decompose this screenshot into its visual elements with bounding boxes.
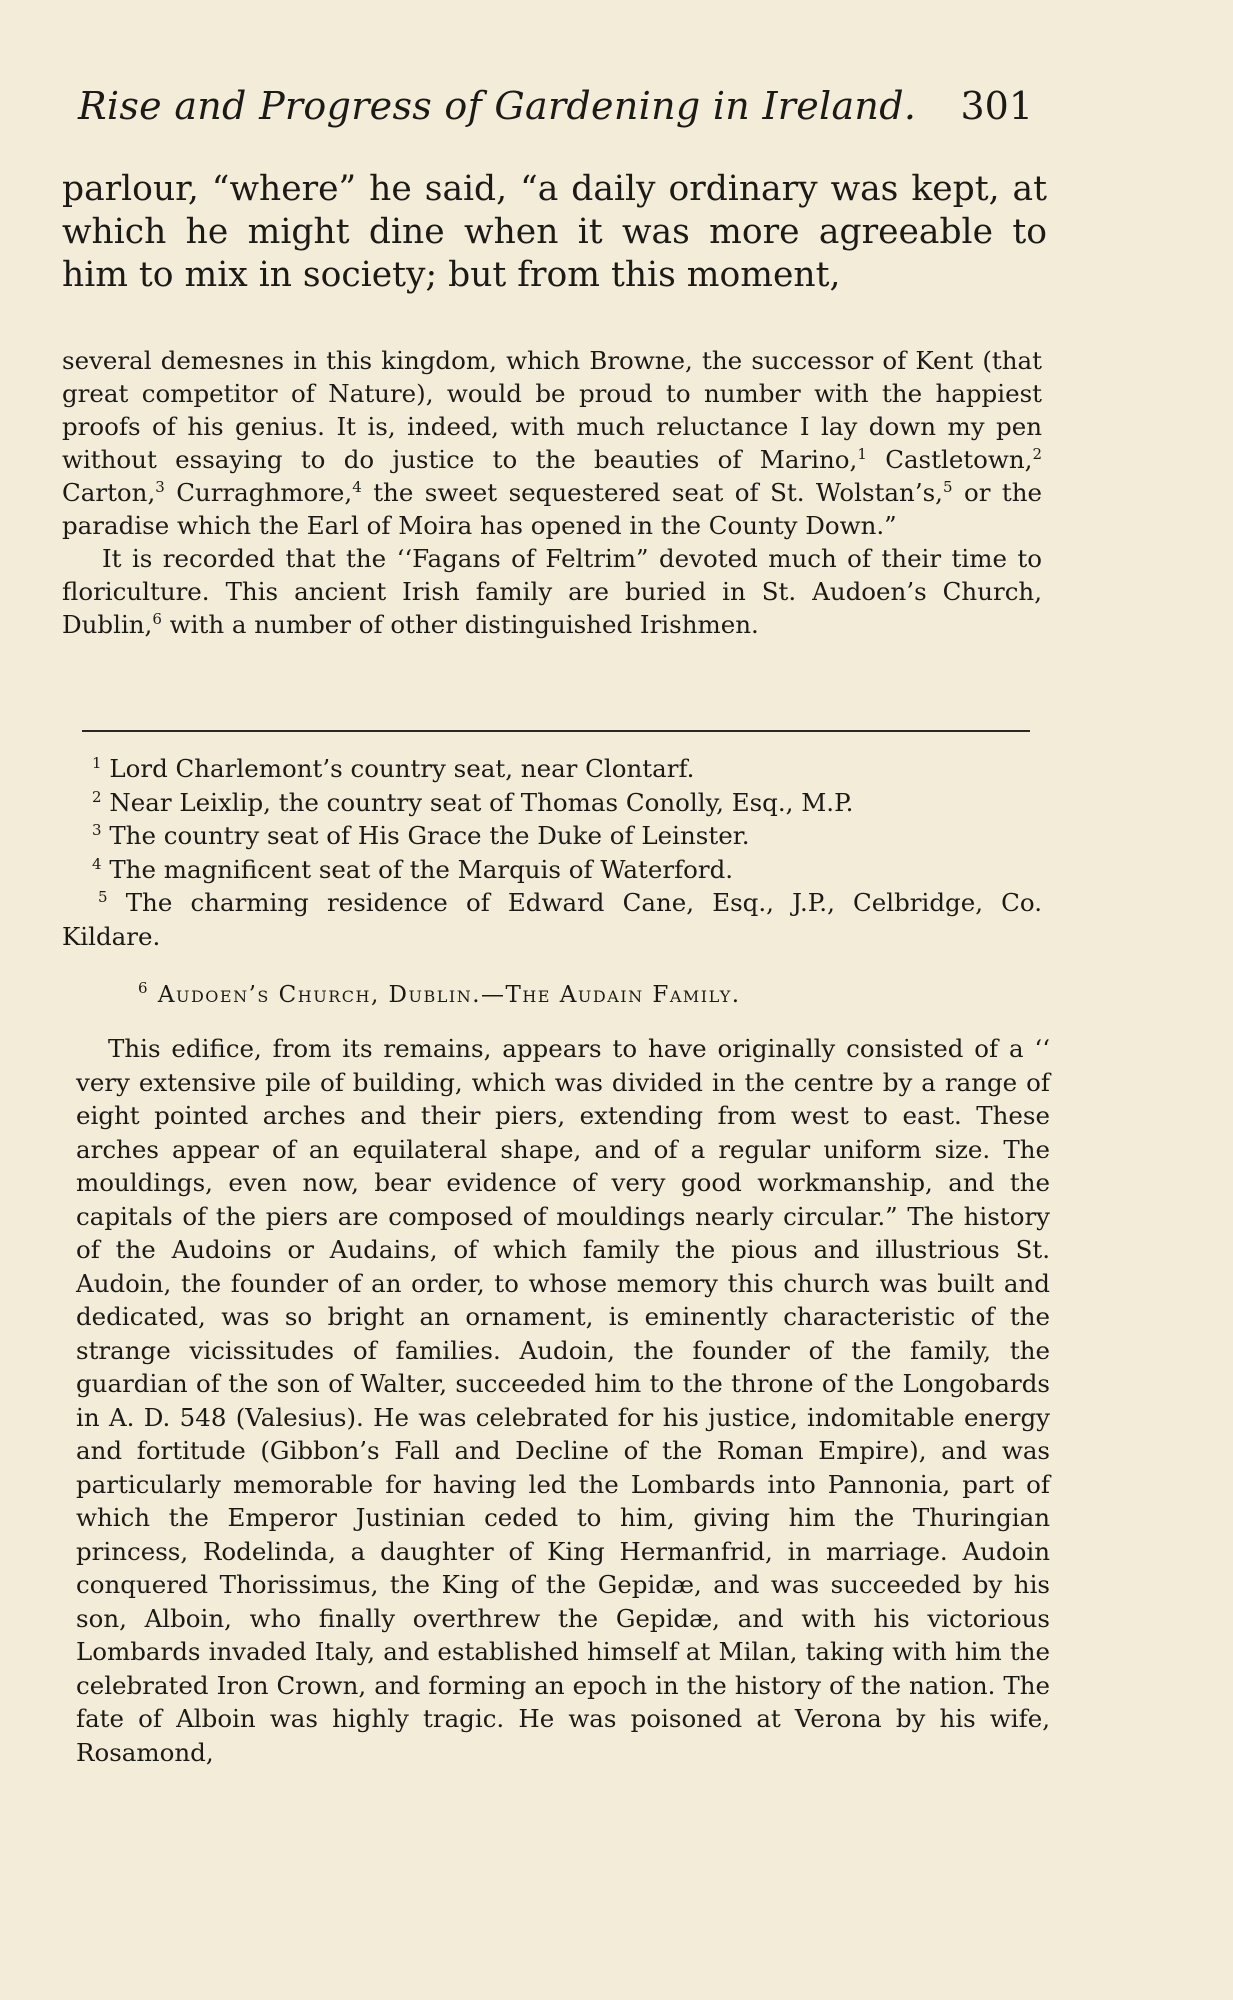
paragraph-demesnes: several demesnes in this kingdom, which Browne, the successor of Kent (that great competitor of Nature), would be proud to number with the happiest proofs of his genius. It is, indeed, with much reluctance I lay down my pen without essaying to do justice to the beauties of Marino,$^1$ Castletown,$^2$ Carton,$^3$ Curraghmore,$^4$ the sweet sequestered seat of St. Wolstan’s,$^5$ or the paradise which the Earl of Moira has opened in the County Down.” — [62, 346, 1042, 540]
footnote-1: $^1$ Lord Charlemont’s country seat, near Clontarf. — [92, 754, 695, 783]
note-body — [76, 1032, 1050, 1769]
running-header — [78, 84, 1033, 134]
footnote-ref-4: 4 — [352, 478, 362, 496]
footnote-5: $^5$ The charming residence of Edward Cane, Esq., J.P., Celbridge, Co. Kildare. — [62, 888, 1042, 951]
footnote-divider — [82, 730, 1030, 732]
footnote-ref-5: 5 — [942, 478, 953, 496]
note-mark: 6 — [138, 979, 150, 997]
intro-paragraph: parlour, “where” he said, “a daily ordinary was kept, at which he might dine when it was more agreeable to him to mix in society; but from this moment, — [62, 169, 1047, 295]
running-title: Rise and Progress of Gardening in Ireland. — [78, 84, 917, 128]
footnote-ref-6: 6 — [152, 610, 162, 628]
footnote-3: $^3$ The country seat of His Grace the Duke of Leinster. — [92, 821, 750, 850]
footnote-ref-2: 2 — [1032, 445, 1042, 463]
note-paragraph: This edifice, from its remains, appears to have originally consisted of a ‘‘ very extensive pile of building, which was divided in the centre by a range of eight pointed arches and their piers, extending from west to east. These arches appear of an equilateral shape, and of a regular uniform size. The mouldings, even now, bear evidence of very good workmanship, and the capitals of the piers are composed of mouldings nearly circular.” The history of the Audoins or Audains, of which family the pious and illustrious St. Audoin, the founder of an order, to whose memory this church was built and dedicated, was so bright an ornament, is eminently characteristic of the strange vicissitudes of families. Audoin, the founder of the family, the guardian of the son of Walter, succeeded him to the throne of the Longobards in A. D. 548 (Valesius). He was celebrated for his justice, indomitable energy and fortitude (Gibbon’s Fall and Decline of the Roman Empire), and was particularly memorable for having led the Lombards into Pannonia, part of which the Emperor Justinian ceded to him, giving him the Thuringian princess, Rodelinda, a daughter of King Hermanfrid, in marriage. Audoin conquered Thorissimus, the King of the Gepidæ, and was succeeded by his son, Alboin, who finally overthrew the Gepidæ, and with his victorious Lombards invaded Italy, and established himself at Milan, taking with him the celebrated Iron Crown, and forming an epoch in the history of the nation. The fate of Alboin was highly tragic. He was poisoned at Verona by his wife, Rosamond, — [76, 1034, 1050, 1767]
footnote-ref-3: 3 — [155, 478, 165, 496]
note-heading: $^6$ Audoen’s Church, Dublin.—The Audain Family. — [138, 979, 741, 1008]
footnote-2: $^2$ Near Leixlip, the country seat of Thomas Conolly, Esq., M.P. — [92, 787, 854, 817]
footnote-ref-1: 1 — [857, 445, 867, 463]
quoted-passage — [62, 344, 1042, 641]
footnotes — [62, 752, 1042, 953]
footnote-4: $^4$ The magnificent seat of the Marquis of Waterford. — [92, 854, 734, 884]
paragraph-fagans: It is recorded that the ‘‘Fagans of Feltrim” devoted much of their time to floriculture. This ancient Irish family are buried in St. Audoen’s Church, Dublin,$^6$ with a number of other distinguished Irishmen. — [62, 544, 1042, 639]
page-number: 301 — [960, 84, 1033, 128]
